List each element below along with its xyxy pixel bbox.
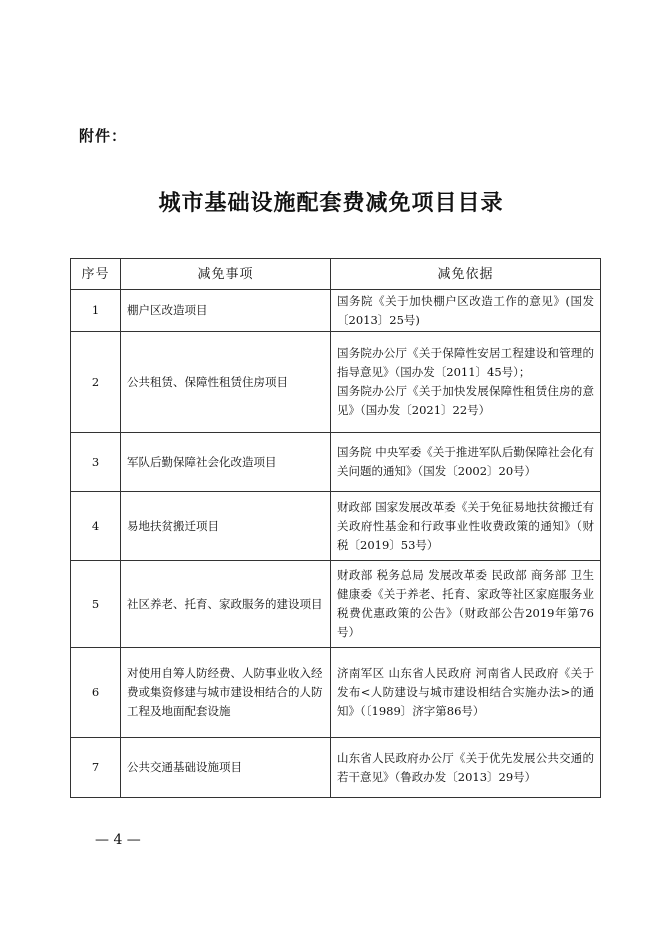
table-row	[71, 738, 601, 798]
row-item: 社区养老、托育、家政服务的建设项目	[121, 561, 331, 648]
header-seq: 序号	[71, 259, 121, 290]
header-basis: 减免依据	[331, 259, 601, 290]
row-seq: 4	[71, 492, 121, 561]
row-seq: 6	[71, 648, 121, 738]
basis-text: 国务院 中央军委《关于推进军队后勤保障社会化有关问题的通知》（国发〔2002〕20号）	[337, 445, 594, 478]
table-header-row	[71, 259, 601, 290]
row-basis	[331, 561, 601, 648]
basis-text: 济南军区 山东省人民政府 河南省人民政府《关于发布<人防建设与城市建设相结合实施办法>的通知》（〔1989〕济字第86号）	[337, 666, 594, 718]
row-item: 公共租赁、保障性租赁住房项目	[121, 332, 331, 433]
attachment-label: 附件：	[79, 127, 128, 145]
basis-text: 国务院《关于加快棚户区改造工作的意见》(国发〔2013〕25号)	[337, 293, 594, 327]
row-seq: 7	[71, 738, 121, 798]
basis-text: 财政部 税务总局 发展改革委 民政部 商务部 卫生健康委《关于养老、托育、家政等社区家庭服务业税费优惠政策的公告》（财政部公告2019年第76号）	[337, 568, 594, 639]
row-item: 公共交通基础设施项目	[121, 738, 331, 798]
row-basis	[331, 332, 601, 433]
table-row	[71, 290, 601, 332]
table-row	[71, 648, 601, 738]
row-basis	[331, 492, 601, 561]
row-item: 易地扶贫搬迁项目	[121, 492, 331, 561]
row-basis	[331, 290, 601, 332]
row-basis	[331, 433, 601, 492]
basis-text: 国务院办公厅《关于加快发展保障性租赁住房的意见》（国办发〔2021〕22号）	[337, 384, 594, 417]
basis-text: 山东省人民政府办公厅《关于优先发展公共交通的若干意见》（鲁政办发〔2013〕29号）	[337, 750, 594, 784]
basis-text: 国务院办公厅《关于保障性安居工程建设和管理的指导意见》（国办发〔2011〕45号）；	[337, 346, 594, 379]
table-row	[71, 492, 601, 561]
row-basis	[331, 648, 601, 738]
row-item: 军队后勤保障社会化改造项目	[121, 433, 331, 492]
row-item: 对使用自筹人防经费、人防事业收入经费或集资修建与城市建设相结合的人防工程及地面配套设施	[121, 648, 331, 738]
table-row	[71, 332, 601, 433]
row-seq: 2	[71, 332, 121, 433]
header-item: 减免事项	[121, 259, 331, 290]
page-number: — 4 —	[95, 832, 141, 848]
document-title: 城市基础设施配套费减免项目目录	[158, 190, 504, 216]
table-row	[71, 433, 601, 492]
row-seq: 3	[71, 433, 121, 492]
basis-text: 财政部 国家发展改革委《关于免征易地扶贫搬迁有关政府性基金和行政事业性收费政策的通知》（财税〔2019〕53号）	[337, 499, 594, 552]
table-row	[71, 561, 601, 648]
reduction-catalog-table	[70, 258, 601, 798]
row-item: 棚户区改造项目	[121, 290, 331, 332]
row-seq: 1	[71, 290, 121, 332]
row-basis	[331, 738, 601, 798]
row-seq: 5	[71, 561, 121, 648]
